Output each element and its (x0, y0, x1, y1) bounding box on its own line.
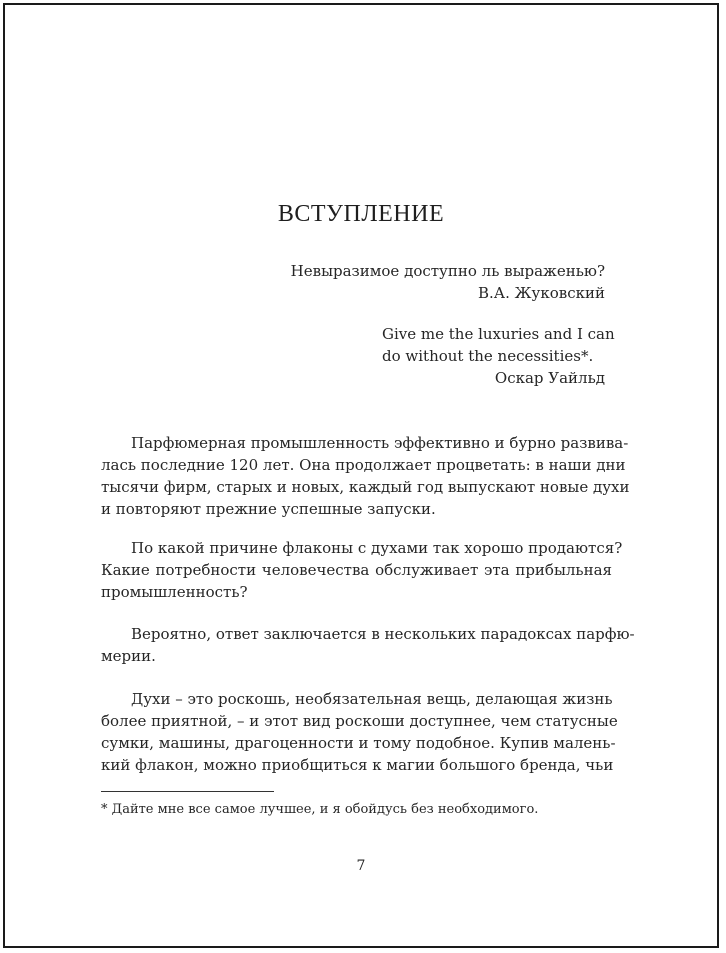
paragraph-2-line: промышленность? (101, 583, 248, 601)
chapter-title: ВСТУПЛЕНИЕ (277, 201, 445, 227)
paragraph-4-line: более приятной, – и этот вид роскоши доступнее, чем статусные (101, 712, 618, 730)
footnote-divider (101, 791, 274, 792)
footnote: * Дайте мне все самое лучшее, и я обойдусь без необходимого. (101, 802, 539, 817)
paragraph-1-line: лась последние 120 лет. Она продолжает процветать: в наши дни (101, 456, 626, 474)
page-number: 7 (356, 858, 366, 874)
paragraph-1-line: и повторяют прежние успешные запуски. (101, 500, 436, 518)
epigraph-2-line-1: Give me the luxuries and I can (382, 325, 615, 343)
paragraph-1-line: Парфюмерная промышленность эффективно и бурно развива- (131, 434, 629, 452)
paragraph-4 (101, 688, 618, 776)
paragraph-1-line: тысячи фирм, старых и новых, каждый год выпускают новые духи (101, 478, 630, 496)
paragraph-4-line: кий флакон, можно приобщиться к магии большого бренда, чьи (101, 756, 614, 774)
epigraph-1-author: В.А. Жуковский (478, 284, 605, 302)
paragraph-4-line: сумки, машины, драгоценности и тому подобное. Купив малень- (101, 734, 616, 752)
paragraph-2-line: По какой причине флаконы с духами так хорошо продаются? (131, 539, 623, 557)
epigraph-2-author: Оскар Уайльд (494, 369, 605, 387)
paragraph-2 (101, 537, 623, 603)
paragraph-1 (101, 432, 630, 520)
paragraph-3-line: мерии. (101, 647, 156, 665)
paragraph-3 (101, 623, 635, 667)
paragraph-4-line: Духи – это роскошь, необязательная вещь, делающая жизнь (131, 690, 613, 708)
book-page (3, 3, 719, 948)
epigraph-1-line-1: Невыразимое доступно ль выраженью? (290, 262, 605, 280)
paragraph-2-line: Какие потребности человечества обслуживает эта прибыльная (101, 561, 612, 579)
epigraph-2-line-2: do without the necessities*. (382, 347, 594, 365)
paragraph-3-line: Вероятно, ответ заключается в нескольких парадоксах парфю- (131, 625, 635, 643)
